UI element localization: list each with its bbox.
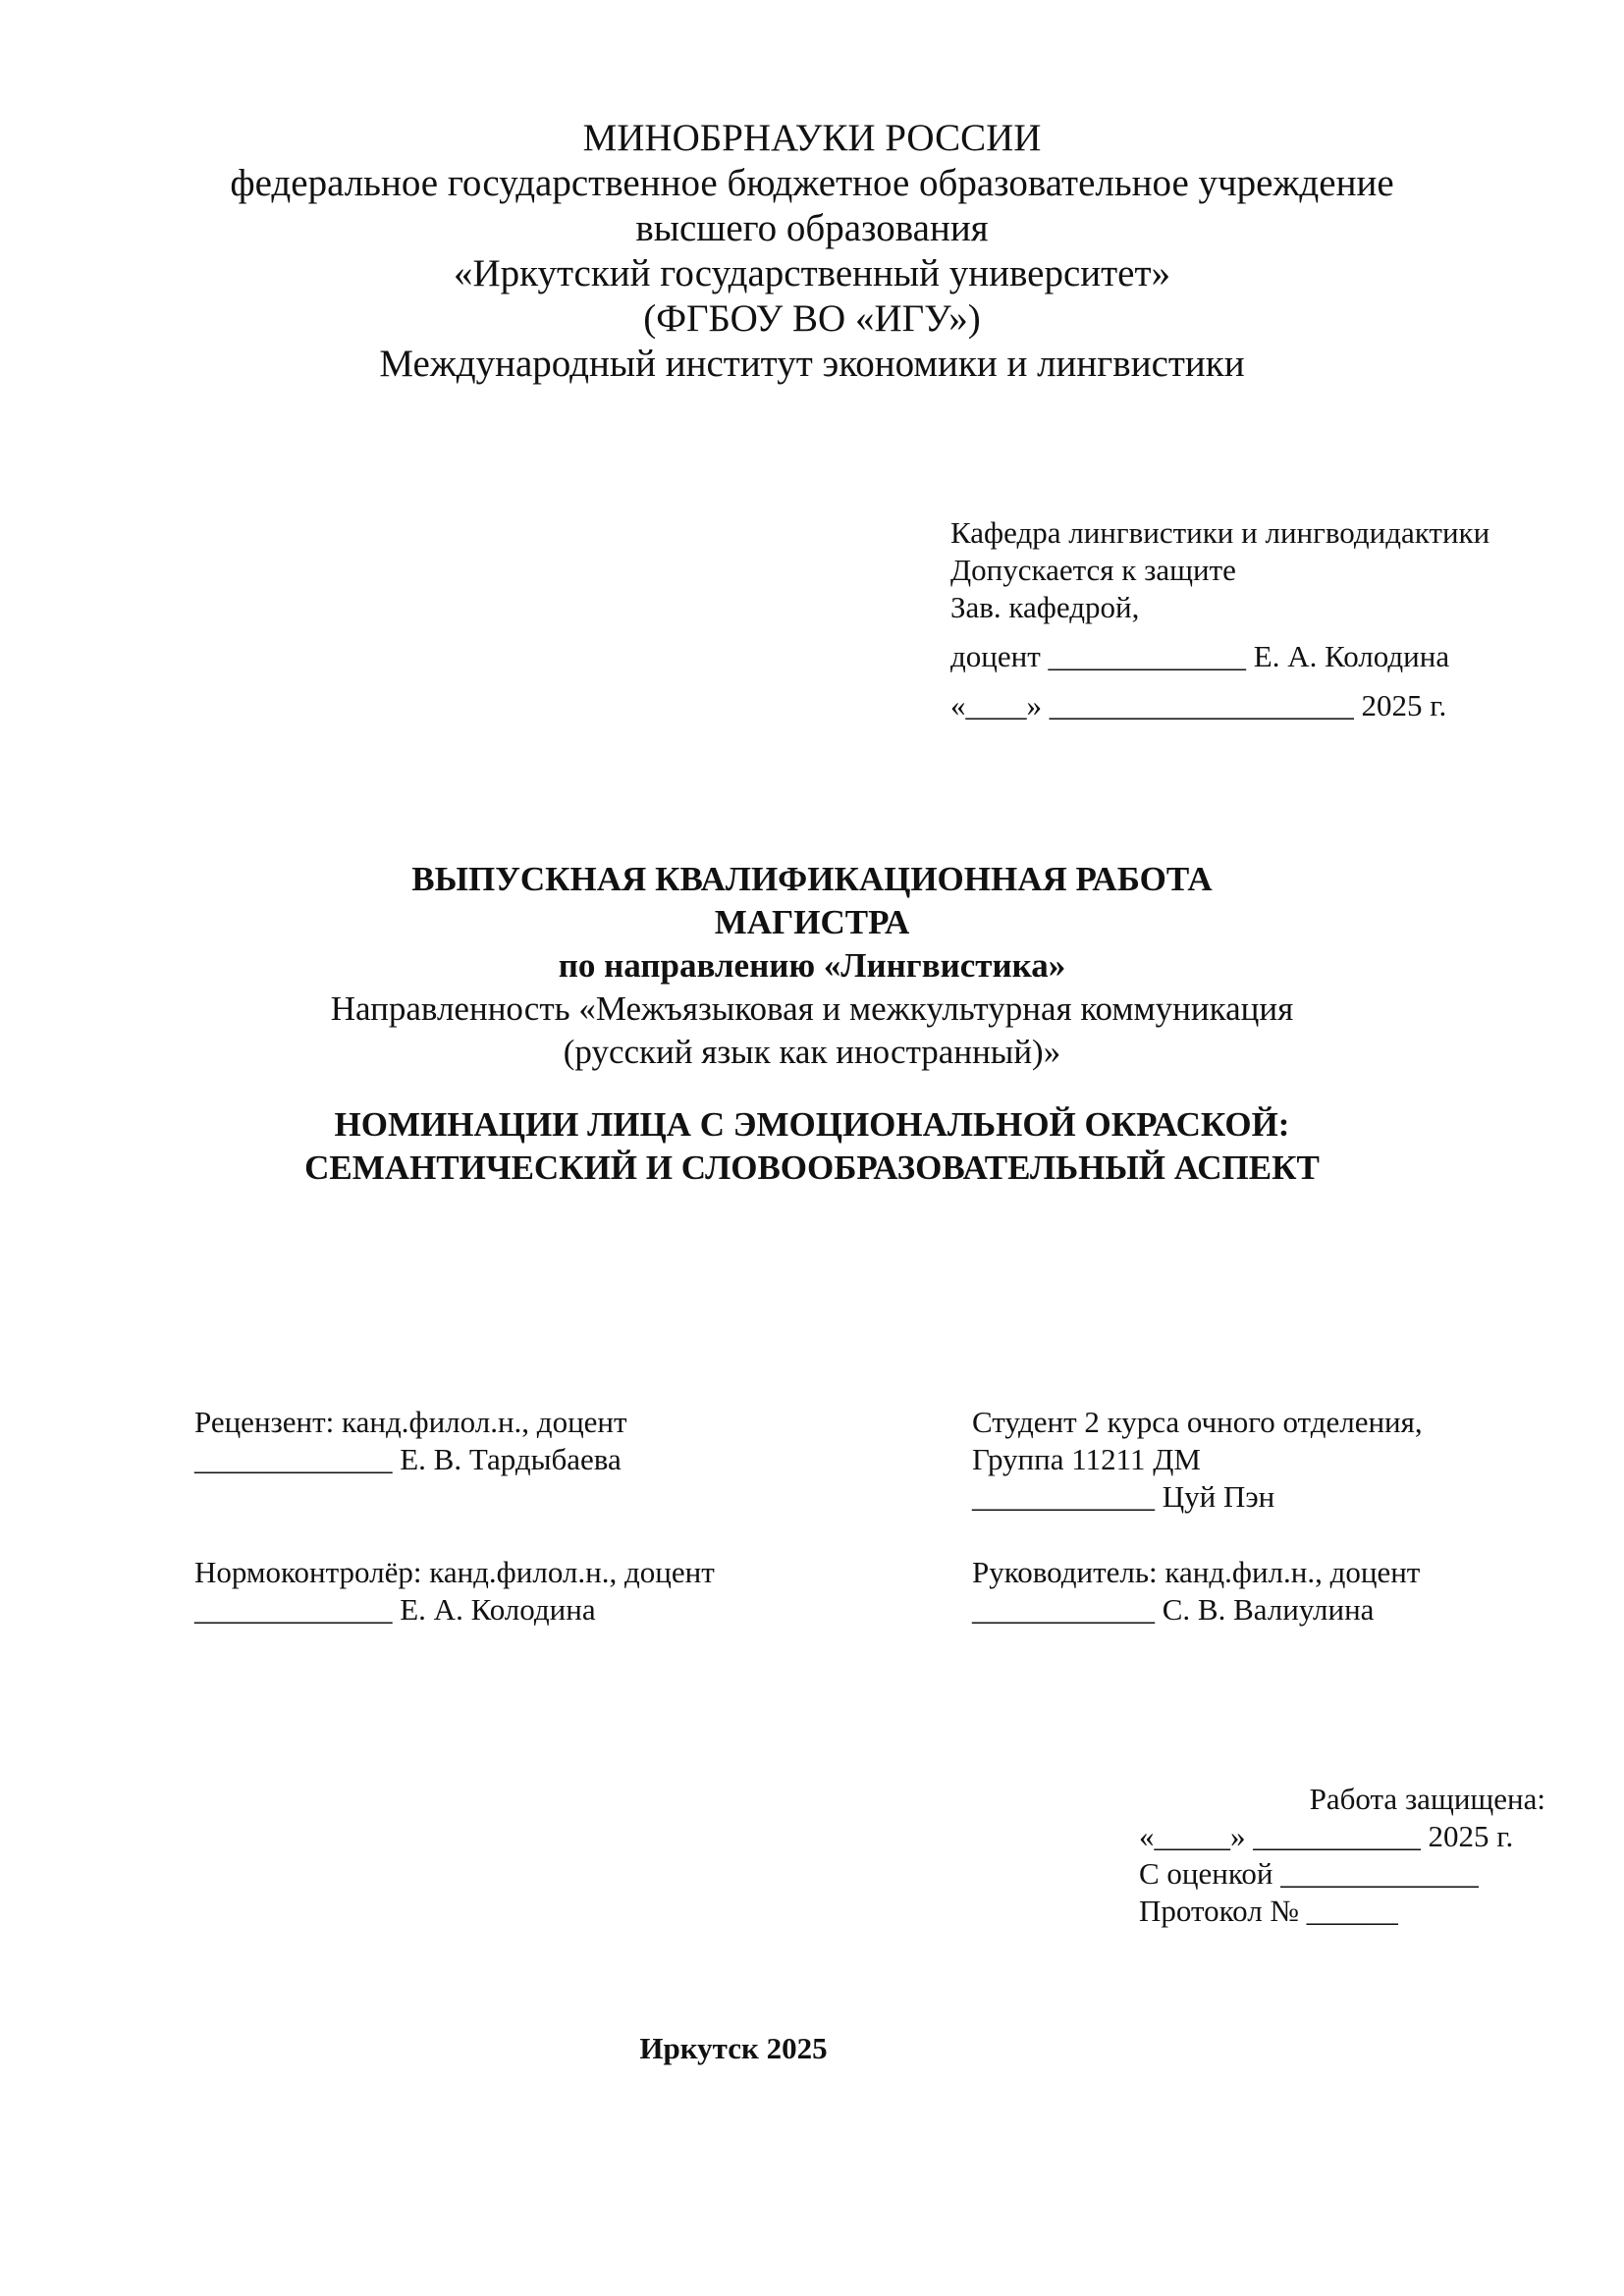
supervisor-signature-line: ____________ С. В. Валиулина (972, 1592, 1375, 1627)
admitted-label: Допускается к защите (950, 553, 1236, 587)
normcontrol-block (194, 1554, 715, 1629)
thesis-type-line1: ВЫПУСКНАЯ КВАЛИФИКАЦИОННАЯ РАБОТА (411, 860, 1213, 898)
reviewer-title: Рецензент: канд.филол.н., доцент (194, 1405, 627, 1439)
topic-line2: СЕМАНТИЧЕСКИЙ И СЛОВООБРАЗОВАТЕЛЬНЫЙ АСПЕКТ (304, 1148, 1320, 1187)
university-name-line: «Иркутский государственный университет» (453, 252, 1171, 294)
university-abbr-line: (ФГБОУ ВО «ИГУ») (643, 297, 981, 340)
normcontrol-signature-line: _____________ Е. А. Колодина (194, 1592, 596, 1627)
institution-header (0, 116, 1624, 387)
supervisor-title: Руководитель: канд.фил.н., доцент (972, 1555, 1421, 1589)
ministry-line: МИНОБРНАУКИ РОССИИ (582, 117, 1042, 159)
approval-block (950, 514, 1489, 724)
education-level-line: высшего образования (635, 207, 989, 249)
thesis-type-line2: МАГИСТРА (714, 903, 910, 941)
defense-status: Работа защищена: (1309, 1782, 1545, 1816)
defense-date-line: «_____» ___________ 2025 г. (1139, 1819, 1514, 1853)
thesis-focus-line1: Направленность «Межъязыковая и межкультурная коммуникация (330, 989, 1294, 1028)
head-signature-line: доцент _____________ Е. А. Колодина (950, 639, 1450, 673)
institute-name-line: Международный институт экономики и лингвистики (379, 343, 1245, 385)
student-block (972, 1404, 1423, 1516)
student-title: Студент 2 курса очного отделения, (972, 1405, 1423, 1439)
city-year: Иркутск 2025 (639, 2031, 828, 2065)
reviewer-block (194, 1404, 627, 1478)
thesis-focus-line2: (русский язык как иностранный)» (563, 1033, 1061, 1071)
defense-block (1139, 1781, 1545, 1930)
thesis-type-block (0, 858, 1624, 1074)
defense-protocol-line: Протокол № ______ (1139, 1894, 1398, 1928)
thesis-topic (0, 1103, 1624, 1190)
reviewer-signature-line: _____________ Е. В. Тардыбаева (194, 1442, 622, 1476)
thesis-direction: по направлению «Лингвистика» (558, 946, 1066, 985)
defense-grade-line: С оценкой _____________ (1139, 1856, 1479, 1891)
student-signature-line: ____________ Цуй Пэн (972, 1479, 1275, 1514)
student-group: Группа 11211 ДМ (972, 1442, 1201, 1476)
footer-city-year (0, 2030, 1624, 2067)
institution-type-line: федеральное государственное бюджетное образовательное учреждение (230, 162, 1394, 204)
head-title: Зав. кафедрой, (950, 590, 1140, 624)
supervisor-block (972, 1554, 1420, 1629)
approval-date-line: «____» ____________________ 2025 г. (950, 688, 1447, 722)
topic-line1: НОМИНАЦИИ ЛИЦА С ЭМОЦИОНАЛЬНОЙ ОКРАСКОЙ: (334, 1105, 1290, 1144)
department-name: Кафедра лингвистики и лингводидактики (950, 515, 1490, 550)
normcontrol-title: Нормоконтролёр: канд.филол.н., доцент (194, 1555, 715, 1589)
